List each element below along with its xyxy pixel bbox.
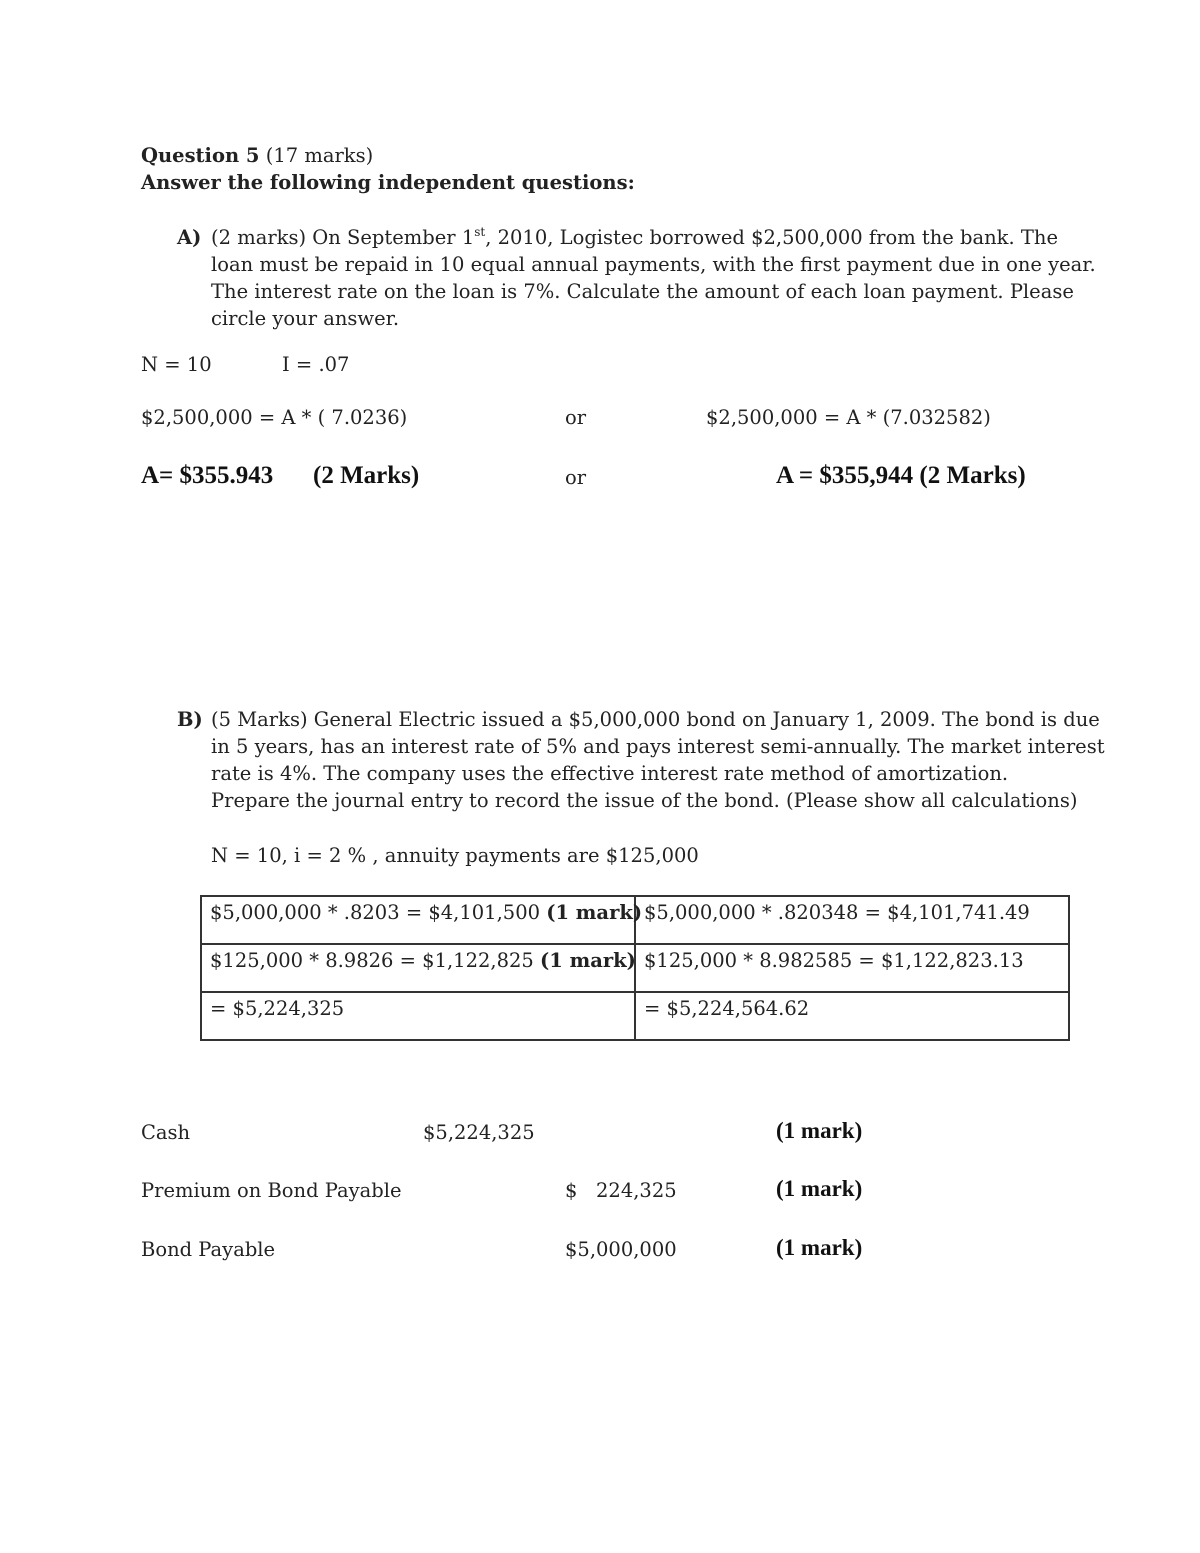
journal-marks-bond: (1 mark): [776, 1235, 863, 1260]
answer-right: A = $355,944 (2 Marks): [776, 462, 1026, 489]
table-row: [201, 992, 1069, 1040]
given-n: N = 10: [141, 353, 212, 376]
part-a-line-2: loan must be repaid in 10 equal annual payments, with the first payment due in one year.: [211, 253, 1096, 276]
journal-amount-premium: $ 224,325: [565, 1179, 677, 1202]
table-cell: = $5,224,325: [201, 992, 635, 1040]
journal-marks-premium: (1 mark): [776, 1176, 863, 1201]
table-cell: $125,000 * 8.982585 = $1,122,823.13: [635, 944, 1069, 992]
journal-amount-bond: $5,000,000: [565, 1238, 677, 1261]
part-b-line-3: rate is 4%. The company uses the effective interest rate method of amortization.: [211, 762, 1009, 785]
table-cell: $125,000 * 8.9826 = $1,122,825 (1 mark): [201, 944, 635, 992]
journal-amount-cash: $5,224,325: [423, 1121, 535, 1144]
table-row: [201, 944, 1069, 992]
answer-or: or: [565, 466, 587, 489]
table-row: [201, 896, 1069, 944]
part-b-line-2: in 5 years, has an interest rate of 5% and pays interest semi-annually. The market interest: [211, 735, 1105, 758]
instruction-text: Answer the following independent questions:: [141, 171, 635, 194]
answer-left-marks: (2 Marks): [313, 462, 420, 489]
equation-left: $2,500,000 = A * ( 7.0236): [141, 406, 408, 429]
question-heading: [141, 142, 373, 169]
part-a-label: A): [177, 226, 202, 249]
question-marks: (17 marks): [265, 144, 374, 167]
journal-account-cash: Cash: [141, 1121, 191, 1144]
equation-right: $2,500,000 = A * (7.032582): [706, 406, 991, 429]
calculation-table: [200, 895, 1070, 1041]
part-b-question: [211, 706, 1105, 814]
journal-account-premium: Premium on Bond Payable: [141, 1179, 402, 1202]
part-b-label: B): [177, 708, 203, 731]
given-i: I = .07: [282, 353, 350, 376]
table-cell: $5,000,000 * .8203 = $4,101,500 (1 mark): [201, 896, 635, 944]
journal-account-bond: Bond Payable: [141, 1238, 276, 1261]
part-a-line-1: (2 marks) On September 1st, 2010, Logistec borrowed $2,500,000 from the bank. The: [211, 225, 1059, 249]
equation-or: or: [565, 406, 587, 429]
part-a-line-3: The interest rate on the loan is 7%. Calculate the amount of each loan payment. Please: [211, 280, 1074, 303]
part-b-line-4: Prepare the journal entry to record the issue of the bond. (Please show all calculations): [211, 789, 1078, 812]
question-label: Question 5: [141, 144, 260, 167]
part-b-line-1: (5 Marks) General Electric issued a $5,000,000 bond on January 1, 2009. The bond is due: [211, 708, 1100, 731]
table-cell: $5,000,000 * .820348 = $4,101,741.49: [635, 896, 1069, 944]
journal-marks-cash: (1 mark): [776, 1118, 863, 1143]
part-a-question: [211, 224, 1096, 332]
answer-left: A= $355.943: [141, 462, 274, 489]
part-b-given: N = 10, i = 2 % , annuity payments are $125,000: [211, 844, 699, 867]
table-cell: = $5,224,564.62: [635, 992, 1069, 1040]
part-a-line-4: circle your answer.: [211, 307, 400, 330]
